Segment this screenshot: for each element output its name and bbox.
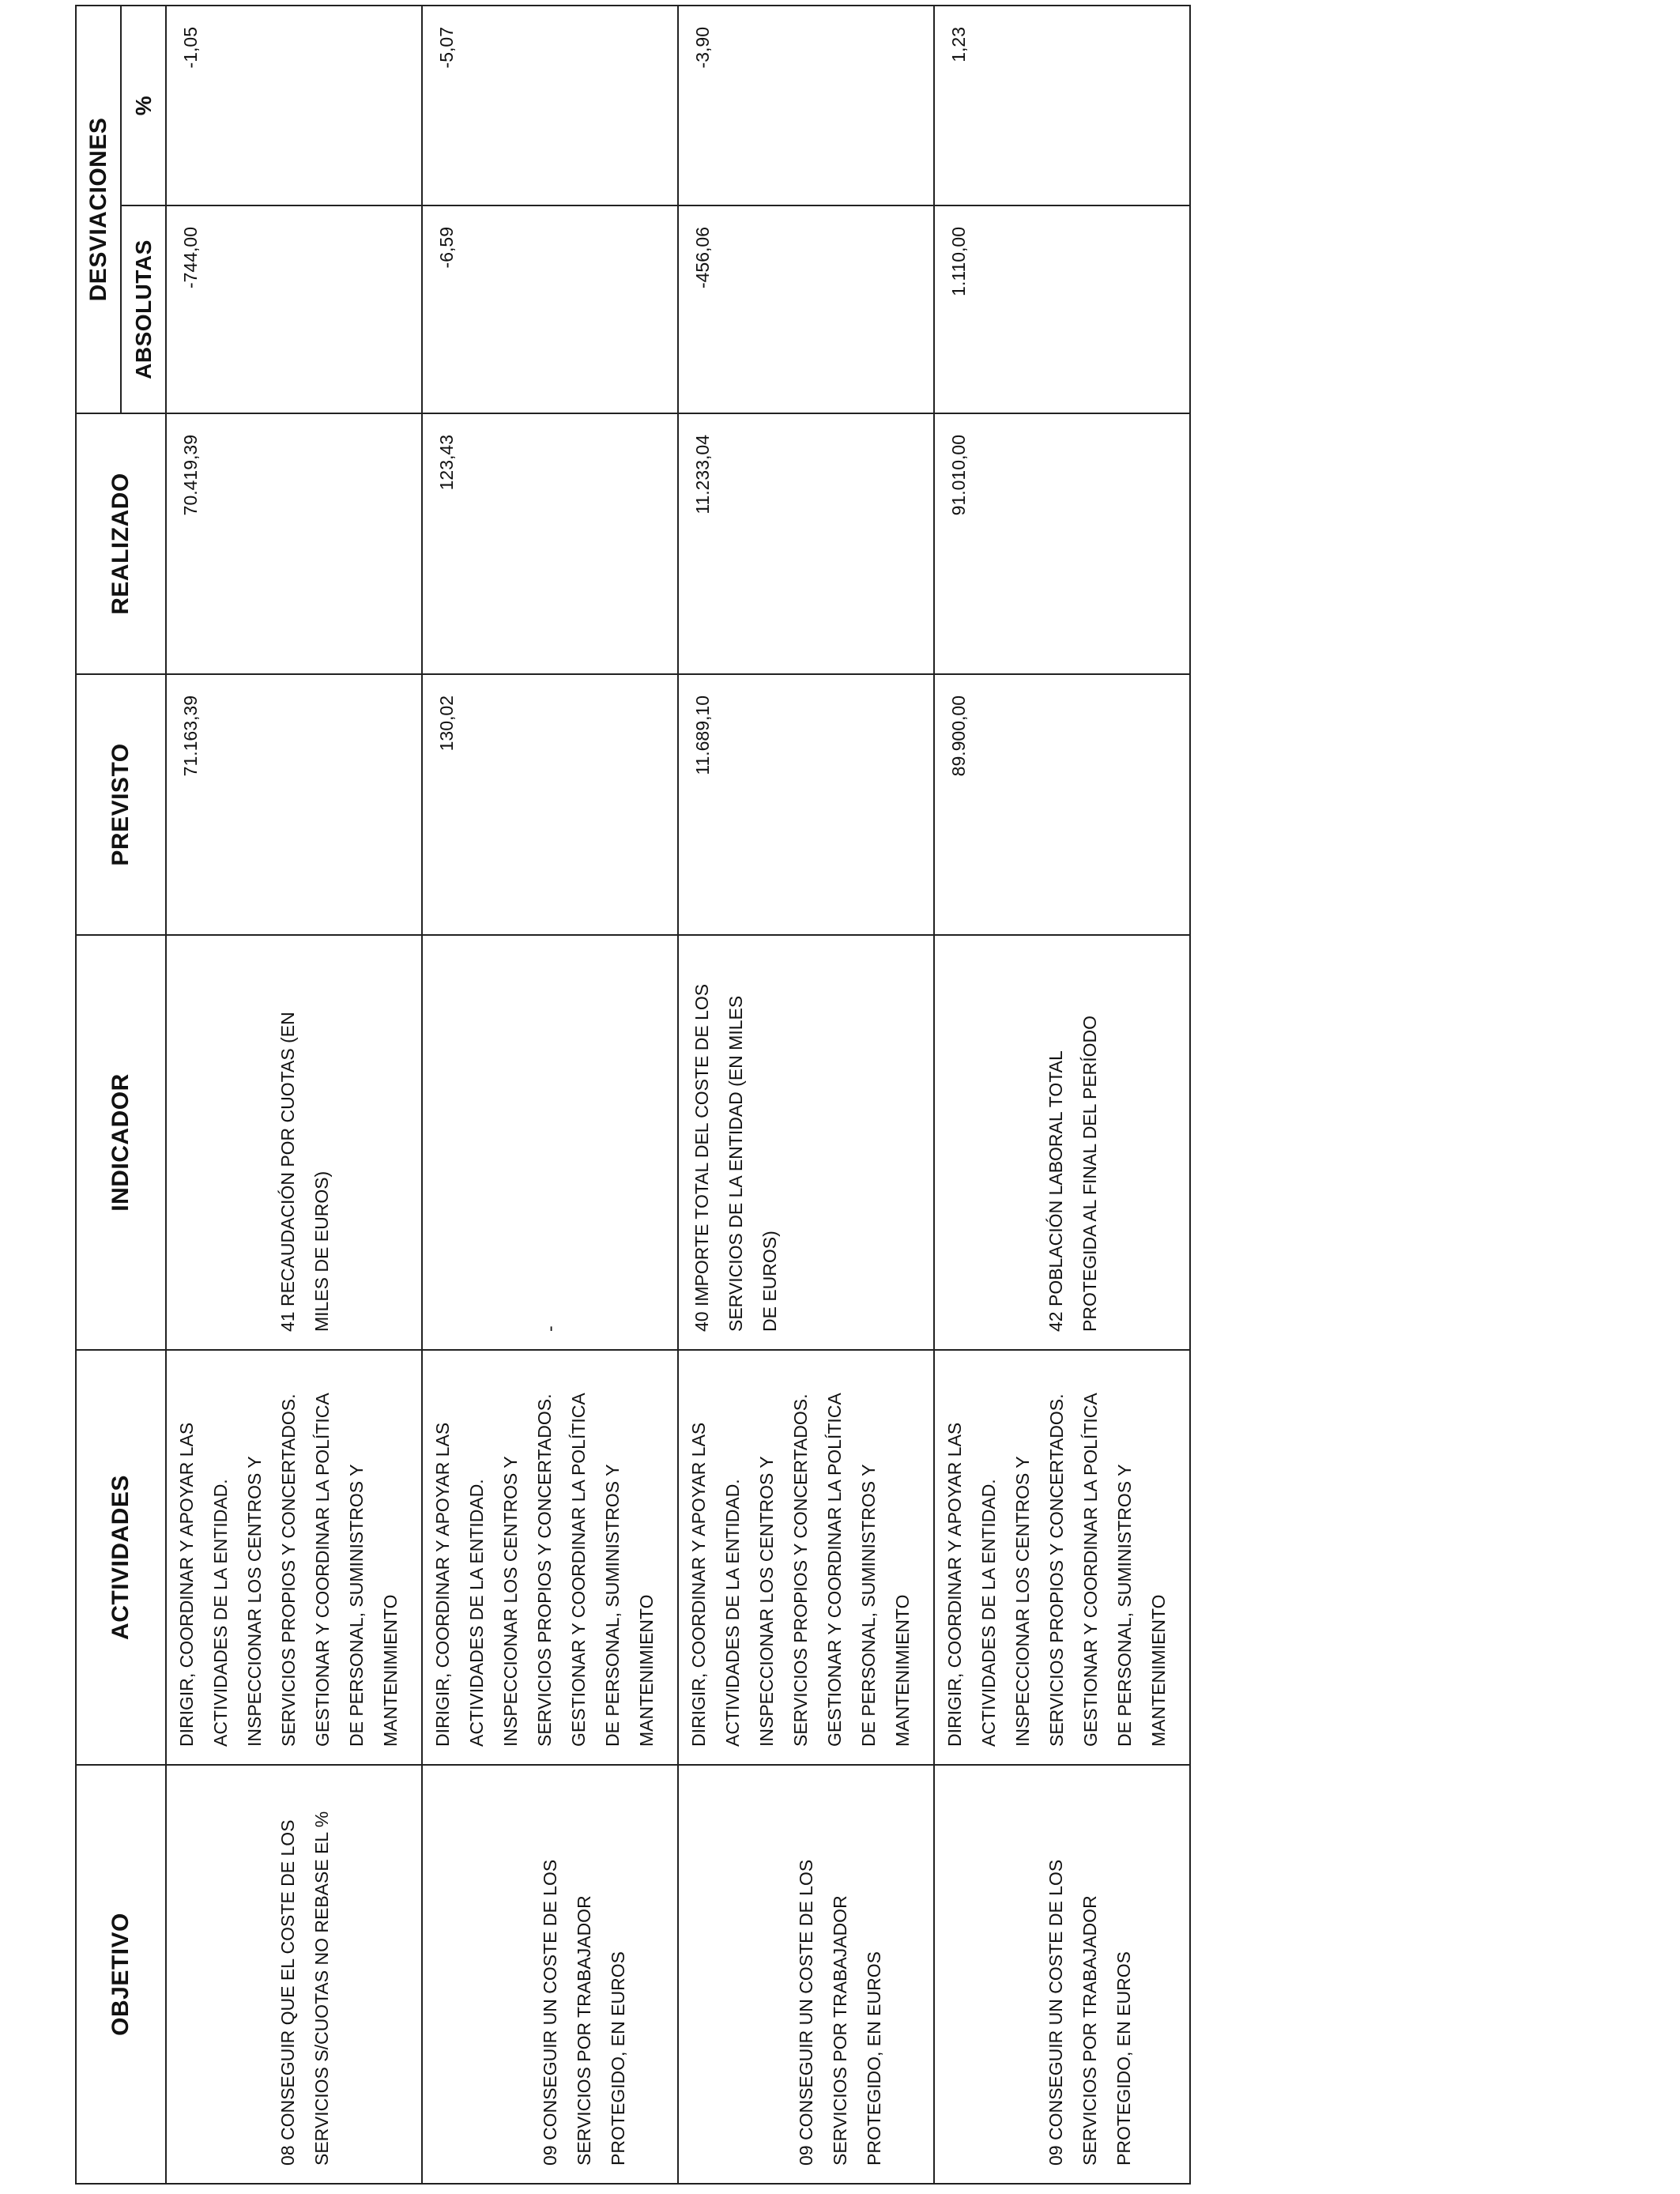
cell-absolutas: -6,59 (422, 205, 678, 413)
actividad-line: DE PERSONAL, SUMINISTROS Y (346, 1464, 367, 1747)
indicador-line: 41 RECAUDACIÓN POR CUOTAS (EN (277, 1012, 298, 1332)
actividad-line: SERVICIOS PROPIOS Y CONCERTADOS. (790, 1393, 811, 1747)
actividad-line: ACTIVIDADES DE LA ENTIDAD. (978, 1479, 999, 1747)
objetivo-line: PROTEGIDO, EN EUROS (1113, 1951, 1134, 2166)
actividad-line: DIRIGIR, COORDINAR Y APOYAR LAS (944, 1422, 965, 1747)
table-row (678, 6, 934, 2184)
indicador-line: PROTEGIDA AL FINAL DEL PERÍODO (1079, 1015, 1100, 1332)
table-row (166, 6, 422, 2184)
rotated-table-sheet (75, 6, 1191, 2185)
header-actividades: ACTIVIDADES (76, 1350, 166, 1765)
actividad-line: MANTENIMIENTO (1148, 1594, 1169, 1747)
actividad-line: MANTENIMIENTO (380, 1594, 401, 1747)
actividad-line: INSPECCIONAR LOS CENTROS Y (1012, 1456, 1033, 1747)
actividad-line: SERVICIOS PROPIOS Y CONCERTADOS. (1046, 1393, 1067, 1747)
actividad-line: ACTIVIDADES DE LA ENTIDAD. (466, 1479, 487, 1747)
objetivo-line: PROTEGIDO, EN EUROS (608, 1951, 628, 2166)
actividad-line: DIRIGIR, COORDINAR Y APOYAR LAS (432, 1422, 453, 1747)
actividad-line: SERVICIOS PROPIOS Y CONCERTADOS. (534, 1393, 555, 1747)
actividad-line: DIRIGIR, COORDINAR Y APOYAR LAS (688, 1422, 709, 1747)
objetivo-line: 09 CONSEGUIR UN COSTE DE LOS (1045, 1859, 1066, 2166)
objetivo-line: SERVICIOS POR TRABAJADOR (830, 1895, 850, 2166)
cell-objetivo (422, 1765, 678, 2184)
indicador-line: - (540, 1325, 560, 1332)
cell-porcentaje: -3,90 (678, 6, 934, 205)
cell-porcentaje: -5,07 (422, 6, 678, 205)
objectives-table (75, 5, 1191, 2185)
cell-actividades (422, 1350, 678, 1765)
actividad-line: DIRIGIR, COORDINAR Y APOYAR LAS (176, 1422, 197, 1747)
cell-actividades (678, 1350, 934, 1765)
actividad-line: INSPECCIONAR LOS CENTROS Y (756, 1456, 777, 1747)
header-absolutas: ABSOLUTAS (121, 205, 166, 413)
header-porcentaje: % (121, 6, 166, 205)
cell-actividades (166, 1350, 422, 1765)
cell-realizado: 91.010,00 (934, 413, 1190, 674)
cell-previsto: 130,02 (422, 674, 678, 935)
table-row (422, 6, 678, 2184)
header-realizado: REALIZADO (76, 413, 166, 674)
cell-realizado: 70.419,39 (166, 413, 422, 674)
cell-actividades (934, 1350, 1190, 1765)
cell-porcentaje: 1,23 (934, 6, 1190, 205)
indicador-line: 42 POBLACIÓN LABORAL TOTAL (1045, 1050, 1066, 1332)
table-row (934, 6, 1190, 2184)
indicador-line: 40 IMPORTE TOTAL DEL COSTE DE LOS (691, 983, 712, 1332)
cell-objetivo (166, 1765, 422, 2184)
header-desviaciones: DESVIACIONES (76, 6, 121, 413)
cell-previsto: 71.163,39 (166, 674, 422, 935)
actividad-line: GESTIONAR Y COORDINAR LA POLÍTICA (824, 1393, 845, 1747)
header-indicador: INDICADOR (76, 935, 166, 1350)
cell-previsto: 11.689,10 (678, 674, 934, 935)
actividad-line: MANTENIMIENTO (892, 1594, 913, 1747)
cell-porcentaje: -1,05 (166, 6, 422, 205)
cell-absolutas: -456,06 (678, 205, 934, 413)
actividad-line: SERVICIOS PROPIOS Y CONCERTADOS. (278, 1393, 299, 1747)
objetivo-line: 09 CONSEGUIR UN COSTE DE LOS (540, 1859, 560, 2166)
cell-indicador (678, 935, 934, 1350)
objetivo-line: 09 CONSEGUIR UN COSTE DE LOS (796, 1859, 816, 2166)
actividad-line: MANTENIMIENTO (636, 1594, 657, 1747)
cell-previsto: 89.900,00 (934, 674, 1190, 935)
actividad-line: ACTIVIDADES DE LA ENTIDAD. (210, 1479, 231, 1747)
cell-realizado: 11.233,04 (678, 413, 934, 674)
actividad-line: GESTIONAR Y COORDINAR LA POLÍTICA (1080, 1393, 1101, 1747)
cell-objetivo (934, 1765, 1190, 2184)
actividad-line: INSPECCIONAR LOS CENTROS Y (244, 1456, 265, 1747)
objetivo-line: SERVICIOS S/CUOTAS NO REBASE EL % (311, 1811, 332, 2166)
objetivo-line: PROTEGIDO, EN EUROS (864, 1951, 884, 2166)
actividad-line: DE PERSONAL, SUMINISTROS Y (858, 1464, 879, 1747)
cell-absolutas: -744,00 (166, 205, 422, 413)
objetivo-line: 08 CONSEGUIR QUE EL COSTE DE LOS (277, 1819, 298, 2166)
indicador-line: MILES DE EUROS) (311, 1171, 332, 1332)
objetivo-line: SERVICIOS POR TRABAJADOR (1079, 1895, 1100, 2166)
cell-indicador (166, 935, 422, 1350)
actividad-line: GESTIONAR Y COORDINAR LA POLÍTICA (568, 1393, 589, 1747)
objetivo-line: SERVICIOS POR TRABAJADOR (574, 1895, 594, 2166)
indicador-line: SERVICIOS DE LA ENTIDAD (EN MILES (725, 995, 746, 1332)
actividad-line: DE PERSONAL, SUMINISTROS Y (1114, 1464, 1135, 1747)
table-body (166, 6, 1190, 2184)
indicador-line: DE EUROS) (759, 1231, 780, 1332)
cell-absolutas: 1.110,00 (934, 205, 1190, 413)
actividad-line: INSPECCIONAR LOS CENTROS Y (500, 1456, 521, 1747)
actividad-line: DE PERSONAL, SUMINISTROS Y (602, 1464, 623, 1747)
cell-indicador (422, 935, 678, 1350)
header-objetivo: OBJETIVO (76, 1765, 166, 2184)
actividad-line: ACTIVIDADES DE LA ENTIDAD. (722, 1479, 743, 1747)
actividad-line: GESTIONAR Y COORDINAR LA POLÍTICA (312, 1393, 333, 1747)
cell-objetivo (678, 1765, 934, 2184)
cell-realizado: 123,43 (422, 413, 678, 674)
cell-indicador (934, 935, 1190, 1350)
header-previsto: PREVISTO (76, 674, 166, 935)
